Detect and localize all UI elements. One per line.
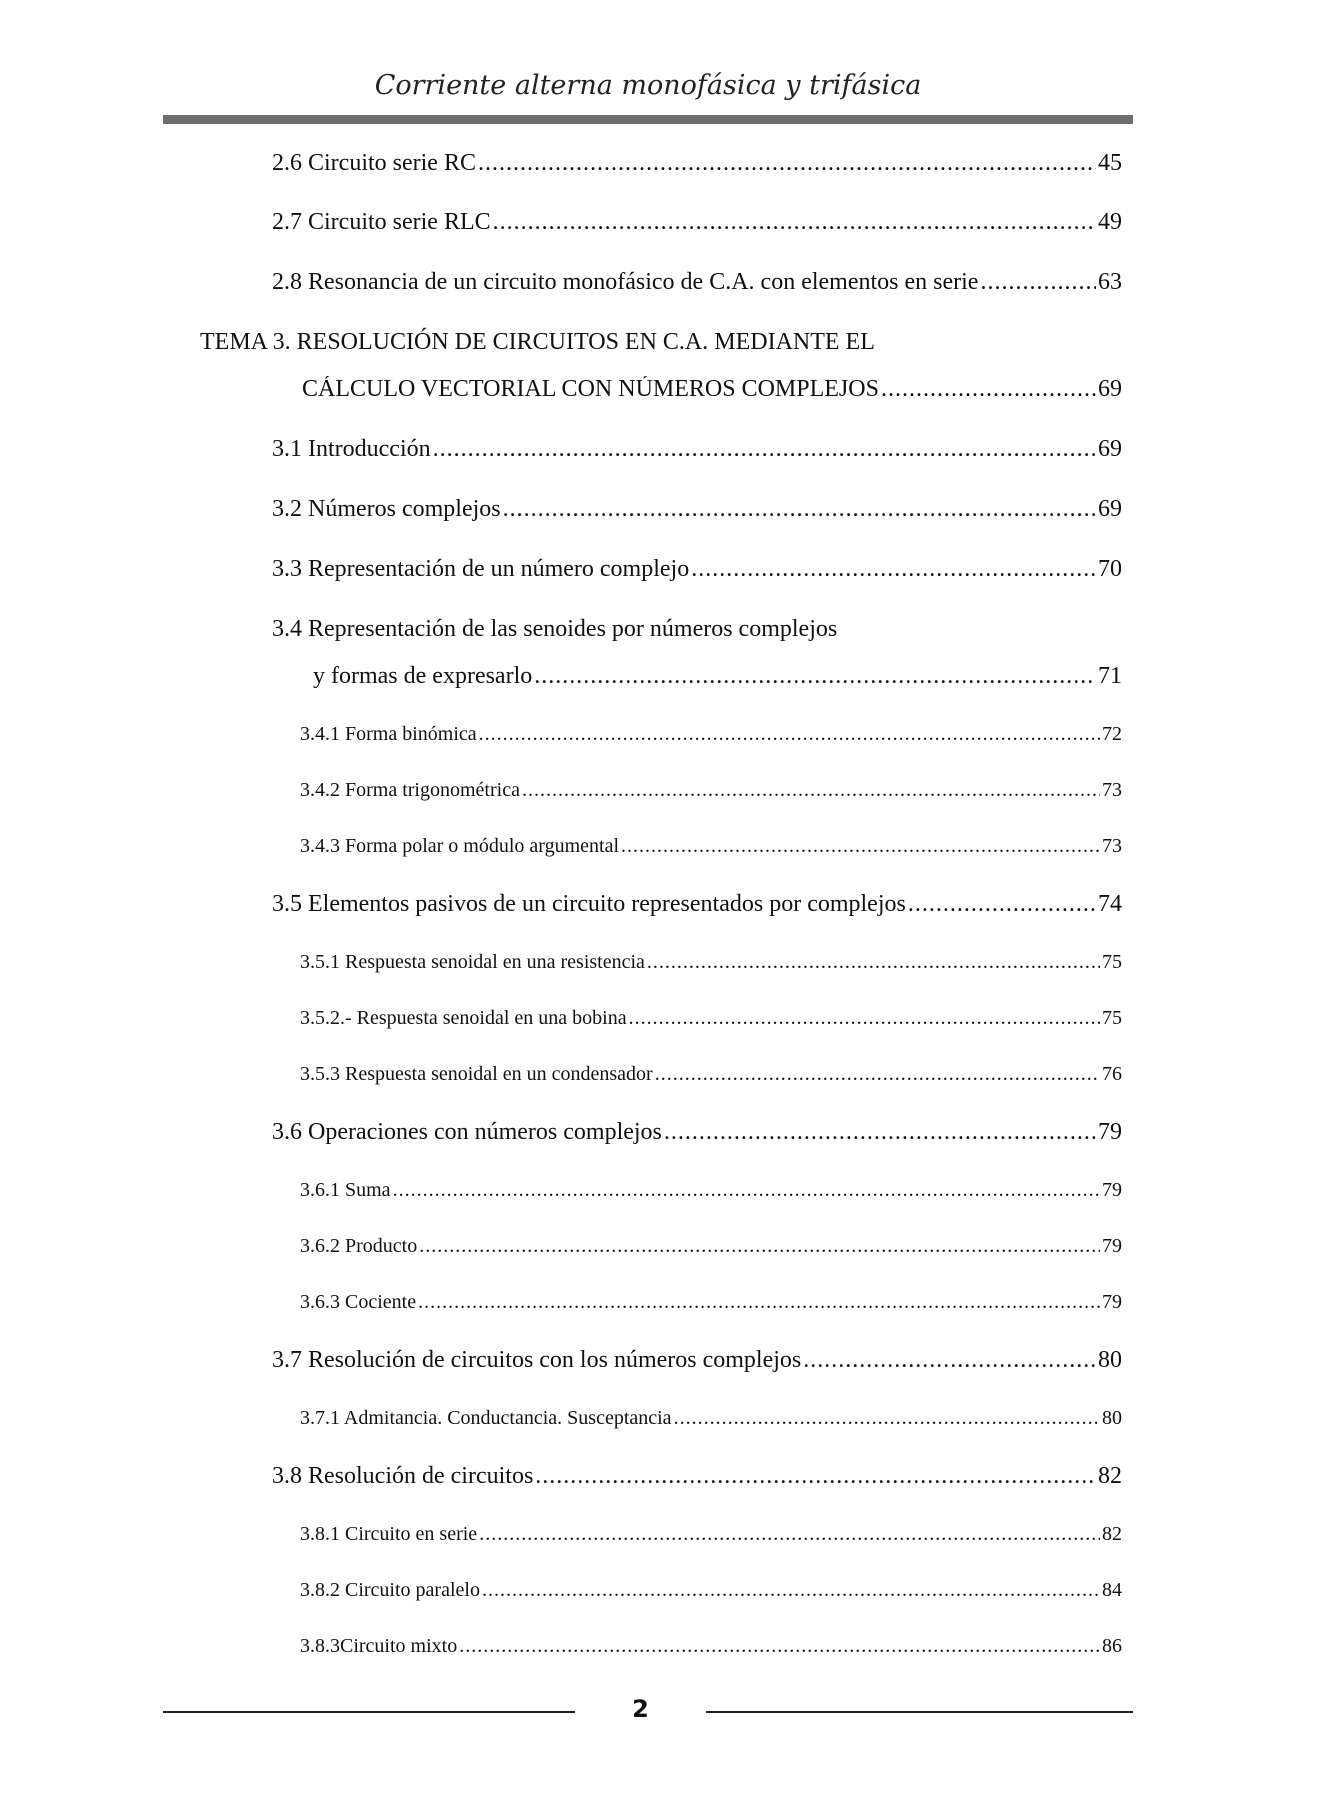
toc-entry-3-6-3[interactable] — [300, 1291, 1122, 1314]
toc-entry-3-8-1[interactable] — [300, 1523, 1122, 1546]
toc-chapter-title-line1[interactable]: TEMA 3. RESOLUCIÓN DE CIRCUITOS EN C.A. MEDIANTE EL — [200, 329, 875, 355]
toc-entry-label: 3.7 Resolución de circuitos con los números complejos — [272, 1347, 802, 1373]
toc-entry-3-4-2[interactable] — [300, 779, 1122, 802]
toc-entry-label: 3.4.2 Forma trigonométrica — [300, 779, 520, 801]
toc-entry-label: 3.8.1 Circuito en serie — [300, 1523, 478, 1545]
toc-entry-3-7-1[interactable] — [300, 1407, 1122, 1430]
toc-entry-label: 3.7.1 Admitancia. Conductancia. Susceptancia — [300, 1407, 672, 1429]
dot-leader — [522, 779, 1100, 802]
toc-page-number: 63 — [1098, 269, 1122, 295]
toc-entry-label: 3.5.2.- Respuesta senoidal en una bobina — [300, 1007, 627, 1029]
dot-leader — [908, 891, 1096, 918]
toc-page-number: 76 — [1102, 1063, 1122, 1085]
toc-entry-label: 2.6 Circuito serie RC — [272, 150, 476, 176]
footer-rule-left — [163, 1711, 575, 1713]
toc-chapter-title-line2: CÁLCULO VECTORIAL CON NÚMEROS COMPLEJOS — [302, 376, 879, 402]
dot-leader — [980, 269, 1096, 296]
toc-entry-2-6[interactable] — [272, 150, 1122, 177]
toc-page-number: 79 — [1098, 1119, 1122, 1145]
toc-entry-3-6-1[interactable] — [300, 1179, 1122, 1202]
toc-page-number: 79 — [1102, 1179, 1122, 1201]
toc-page-number: 70 — [1098, 556, 1122, 582]
toc-page-number: 86 — [1102, 1635, 1122, 1657]
dot-leader — [534, 663, 1096, 690]
page-header-title: Corriente alterna monofásica y trifásica — [374, 70, 922, 101]
toc-entry-3-3[interactable] — [272, 556, 1122, 583]
toc-entry-3-8-2[interactable] — [300, 1579, 1122, 1602]
dot-leader — [419, 1235, 1100, 1258]
toc-entry-tema-3[interactable] — [302, 376, 1122, 403]
dot-leader — [433, 436, 1096, 463]
toc-entry-3-4-1[interactable] — [300, 723, 1122, 746]
dot-leader — [479, 723, 1100, 746]
toc-entry-label: 3.5.3 Respuesta senoidal en un condensador — [300, 1063, 653, 1085]
toc-entry-label: 3.5 Elementos pasivos de un circuito representados por complejos — [272, 891, 906, 917]
dot-leader — [493, 209, 1096, 236]
toc-page-number: 82 — [1102, 1523, 1122, 1545]
toc-page-number: 82 — [1098, 1463, 1122, 1489]
toc-entry-label: 3.4.1 Forma binómica — [300, 723, 477, 745]
dot-leader — [478, 150, 1096, 177]
toc-entry-label: 3.2 Números complejos — [272, 496, 501, 522]
toc-page-number: 80 — [1098, 1347, 1122, 1373]
dot-leader — [647, 951, 1100, 974]
toc-entry-label: 3.3 Representación de un número complejo — [272, 556, 690, 582]
toc-entry-3-5-2[interactable] — [300, 1007, 1122, 1030]
toc-page-number: 80 — [1102, 1407, 1122, 1429]
toc-entry-label: 3.8 Resolución de circuitos — [272, 1463, 534, 1489]
toc-entry-label: 3.4.3 Forma polar o módulo argumental — [300, 835, 620, 857]
toc-page-number: 72 — [1102, 723, 1122, 745]
dot-leader — [881, 376, 1096, 403]
toc-page-number: 79 — [1102, 1291, 1122, 1313]
toc-page-number: 69 — [1098, 376, 1122, 402]
toc-entry-label: 3.8.3Circuito mixto — [300, 1635, 458, 1657]
toc-entry-3-5-3[interactable] — [300, 1063, 1122, 1086]
toc-entry-label: 3.1 Introducción — [272, 436, 431, 462]
toc-entry-3-5-1[interactable] — [300, 951, 1122, 974]
dot-leader — [393, 1179, 1100, 1202]
dot-leader — [418, 1291, 1100, 1314]
dot-leader — [691, 556, 1096, 583]
toc-entry-label: 3.6.3 Cociente — [300, 1291, 417, 1313]
toc-entry-3-8-3[interactable] — [300, 1635, 1122, 1658]
toc-entry-2-8[interactable] — [272, 269, 1122, 296]
toc-page-number: 45 — [1098, 150, 1122, 176]
dot-leader — [621, 835, 1100, 858]
toc-entry-3-8[interactable] — [272, 1463, 1122, 1490]
toc-entry-label: 2.7 Circuito serie RLC — [272, 209, 491, 235]
toc-entry-3-6[interactable] — [272, 1119, 1122, 1146]
toc-page-number: 75 — [1102, 951, 1122, 973]
dot-leader — [535, 1463, 1096, 1490]
dot-leader — [655, 1063, 1100, 1086]
toc-entry-3-7[interactable] — [272, 1347, 1122, 1374]
toc-entry-3-6-2[interactable] — [300, 1235, 1122, 1258]
toc-entry-3-2[interactable] — [272, 496, 1122, 523]
toc-page-number: 74 — [1098, 891, 1122, 917]
toc-entry-label: y formas de expresarlo — [313, 663, 533, 689]
footer-rule-right — [706, 1711, 1133, 1713]
toc-page-number: 73 — [1102, 835, 1122, 857]
dot-leader — [803, 1347, 1096, 1374]
toc-entry-label: 3.5.1 Respuesta senoidal en una resistencia — [300, 951, 645, 973]
toc-entry-3-1[interactable] — [272, 436, 1122, 463]
toc-page-number: 69 — [1098, 496, 1122, 522]
toc-entry-label: 2.8 Resonancia de un circuito monofásico de C.A. con elementos en serie — [272, 269, 979, 295]
dot-leader — [664, 1119, 1096, 1146]
toc-entry-label: 3.6.2 Producto — [300, 1235, 418, 1257]
toc-page-number: 49 — [1098, 209, 1122, 235]
toc-entry-3-5[interactable] — [272, 891, 1122, 918]
page-number: 2 — [632, 1695, 649, 1723]
toc-entry-label: 3.8.2 Circuito paralelo — [300, 1579, 480, 1601]
dot-leader — [629, 1007, 1100, 1030]
toc-page-number: 73 — [1102, 779, 1122, 801]
toc-page-number: 79 — [1102, 1235, 1122, 1257]
dot-leader — [479, 1523, 1100, 1546]
dot-leader — [459, 1635, 1100, 1658]
toc-entry-label: 3.6.1 Suma — [300, 1179, 391, 1201]
dot-leader — [482, 1579, 1100, 1602]
toc-entry-3-4-line1[interactable]: 3.4 Representación de las senoides por números complejos — [272, 616, 838, 642]
toc-page-number: 71 — [1098, 663, 1122, 689]
toc-entry-label: 3.6 Operaciones con números complejos — [272, 1119, 662, 1145]
toc-entry-2-7[interactable] — [272, 209, 1122, 236]
toc-entry-3-4[interactable] — [313, 663, 1122, 690]
toc-page-number: 84 — [1102, 1579, 1122, 1601]
toc-entry-3-4-3[interactable] — [300, 835, 1122, 858]
toc-page-number: 69 — [1098, 436, 1122, 462]
toc-page-number: 75 — [1102, 1007, 1122, 1029]
dot-leader — [503, 496, 1096, 523]
dot-leader — [674, 1407, 1100, 1430]
